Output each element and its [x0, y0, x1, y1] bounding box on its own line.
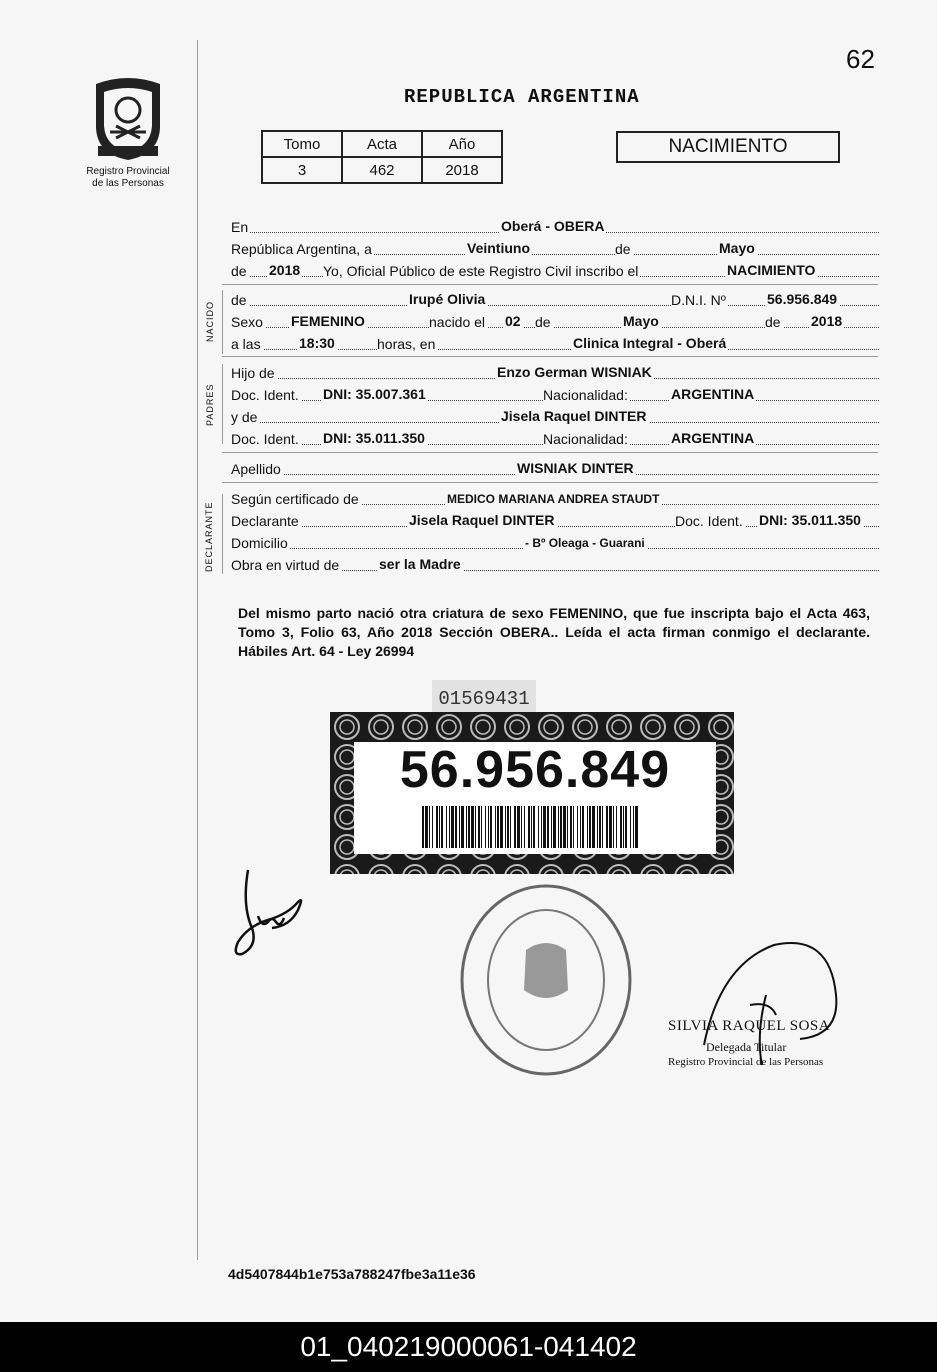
row-en: En Oberá - OBERA — [231, 216, 879, 236]
nacido-dia: 02 — [505, 313, 521, 329]
anio-header: Año — [422, 131, 502, 157]
inscripcion-mes: Mayo — [719, 240, 755, 256]
barcode-bar — [558, 806, 559, 848]
barcode-bar — [466, 806, 467, 848]
row-madre: y de Jisela Raquel DINTER — [231, 406, 879, 426]
barcode-bar — [459, 806, 460, 848]
barcode-bar — [507, 806, 509, 848]
barcode-bar — [533, 806, 535, 848]
barcode-bar — [541, 806, 542, 848]
barcode-bar — [592, 806, 595, 848]
row-madre-doc: Doc. Ident. DNI: 35.011.350 Nacionalidad: ARGENTINA — [231, 428, 879, 448]
barcode-bar — [560, 806, 562, 848]
declarante-doc: DNI: 35.011.350 — [759, 512, 861, 528]
barcode-bar — [563, 806, 566, 848]
barcode-bar — [587, 806, 588, 848]
barcode-bar — [471, 806, 474, 848]
signatory-organization: Registro Provincial de las Personas — [668, 1056, 824, 1068]
sticker-dni-number: 56.956.849 — [399, 741, 671, 799]
certificate-type-box: NACIMIENTO — [616, 131, 840, 163]
nacido-mes: Mayo — [623, 313, 659, 329]
barcode-bar — [623, 806, 624, 848]
obra-value: ser la Madre — [379, 556, 461, 572]
barcode-bar — [625, 806, 627, 848]
row-obra: Obra en virtud de ser la Madre — [231, 554, 879, 574]
signatory-role: Delegada Titular — [706, 1040, 787, 1054]
serial-number: 01569431 — [432, 680, 536, 716]
barcode-bar — [620, 806, 622, 848]
declarante-nombre: Jisela Raquel DINTER — [409, 512, 555, 528]
document-title: REPUBLICA ARGENTINA — [404, 86, 640, 108]
madre-nacionalidad: ARGENTINA — [671, 430, 755, 446]
barcode-bar — [613, 806, 614, 848]
barcode — [420, 806, 642, 848]
tomo-header: Tomo — [262, 131, 342, 157]
barcode-bar — [517, 806, 520, 848]
row-sexo: Sexo FEMENINO nacido el 02 de Mayo de 2018 — [231, 311, 879, 331]
acta-header: Acta — [342, 131, 422, 157]
lugar-en: Oberá - OBERA — [501, 218, 605, 234]
domicilio-value: - Bº Oleaga - Guarani — [525, 536, 645, 550]
barcode-bar — [630, 806, 631, 848]
barcode-bar — [490, 806, 492, 848]
barcode-bar — [425, 806, 428, 848]
barcode-bar — [597, 806, 598, 848]
barcode-bar — [521, 806, 522, 848]
barcode-bar — [599, 806, 601, 848]
nacido-anio: 2018 — [811, 313, 843, 329]
tomo-value: 3 — [262, 157, 342, 183]
barcode-bar — [577, 806, 578, 848]
barcode-bar — [446, 806, 447, 848]
padre-nacionalidad: ARGENTINA — [671, 386, 755, 402]
misiones-coat-of-arms-logo — [86, 76, 170, 162]
barcode-bar — [436, 806, 438, 848]
inscripcion-tipo: NACIMIENTO — [727, 262, 816, 278]
declarant-signature — [228, 866, 314, 966]
section-declarante-label: DECLARANTE — [204, 501, 214, 572]
barcode-bar — [461, 806, 464, 848]
barcode-bar — [497, 806, 499, 848]
barcode-bar — [468, 806, 470, 848]
barcode-bar — [495, 806, 496, 848]
barcode-bar — [528, 806, 530, 848]
row-declarante: Declarante Jisela Raquel DINTER Doc. Ident. DNI: 35.011.350 — [231, 510, 879, 530]
acta-value: 462 — [342, 157, 422, 183]
barcode-bar — [553, 806, 556, 848]
observaciones-note: Del mismo parto nació otra criatura de sexo FEMENINO, que fue inscripta bajo el Acta 463, Tomo 3, Folio 63, Año 2018 Sección OBERA.. Leída el acta firman conmigo el declarante. Hábiles Art. 64 - Ley 26994 — [238, 605, 870, 659]
barcode-bar — [422, 806, 424, 848]
row-domicilio: Domicilio - Bº Oleaga - Guarani — [231, 532, 879, 552]
registry-label: Registro Provincial de las Personas — [86, 166, 170, 189]
barcode-bar — [602, 806, 603, 848]
row-oficial: de 2018 Yo, Oficial Público de este Registro Civil inscribo el NACIMIENTO — [231, 260, 879, 280]
row-fecha: República Argentina, a Veintiuno de Mayo — [231, 238, 879, 258]
barcode-bar — [449, 806, 450, 848]
row-hora: a las 18:30 horas, en Clinica Integral - Oberá — [231, 333, 879, 353]
nacido-hora: 18:30 — [299, 335, 335, 351]
barcode-bar — [455, 806, 457, 848]
madre-nombre: Jisela Raquel DINTER — [501, 408, 647, 424]
nacido-nombre: Irupé Olivia — [409, 291, 486, 307]
apellido-value: WISNIAK DINTER — [517, 460, 634, 476]
barcode-bar — [547, 806, 549, 848]
section-padres-label: PADRES — [205, 383, 215, 426]
barcode-bar — [451, 806, 454, 848]
madre-doc: DNI: 35.011.350 — [323, 430, 425, 446]
barcode-bar — [441, 806, 443, 848]
row-padre: Hijo de Enzo German WISNIAK — [231, 362, 879, 382]
padre-doc: DNI: 35.007.361 — [323, 386, 426, 402]
barcode-bar — [570, 806, 572, 848]
row-apellido: Apellido WISNIAK DINTER — [231, 458, 879, 478]
barcode-bar — [475, 806, 476, 848]
barcode-bar — [609, 806, 612, 848]
row-certificado: Según certificado de MEDICO MARIANA ANDREA STAUDT — [231, 488, 879, 508]
barcode-bar — [633, 806, 634, 848]
barcode-bar — [429, 806, 430, 848]
barcode-bar — [481, 806, 482, 848]
barcode-bar — [582, 806, 584, 848]
padre-nombre: Enzo German WISNIAK — [497, 364, 652, 380]
certificado-value: MEDICO MARIANA ANDREA STAUDT — [447, 492, 660, 506]
row-nombre: de Irupé Olivia D.N.I. Nº 56.956.849 — [231, 289, 879, 309]
barcode-bar — [616, 806, 617, 848]
barcode-bar — [589, 806, 591, 848]
nacido-dni: 56.956.849 — [767, 291, 838, 307]
barcode-bar — [567, 806, 568, 848]
barcode-bar — [439, 806, 440, 848]
barcode-bar — [606, 806, 608, 848]
left-margin-line — [197, 40, 198, 1260]
barcode-bar — [580, 806, 581, 848]
signatory-name: SILVIA RAQUEL SOSA — [668, 1018, 831, 1034]
barcode-bar — [505, 806, 506, 848]
official-seal-stamp — [456, 880, 636, 1080]
nacido-sexo: FEMENINO — [291, 313, 365, 329]
footer-document-id: 01_040219000061-041402 — [0, 1322, 937, 1372]
barcode-bar — [531, 806, 532, 848]
inscripcion-anio: 2018 — [269, 262, 301, 278]
barcode-bar — [573, 806, 574, 848]
barcode-bar — [538, 806, 539, 848]
inscripcion-dia: Veintiuno — [467, 240, 530, 256]
document-hash: 4d5407844b1e753a788247fbe3a11e36 — [228, 1266, 476, 1282]
barcode-bar — [543, 806, 546, 848]
barcode-bar — [510, 806, 511, 848]
barcode-bar — [635, 806, 638, 848]
barcode-bar — [432, 806, 433, 848]
barcode-bar — [500, 806, 503, 848]
section-nacido-label: NACIDO — [205, 300, 215, 342]
page-number: 62 — [846, 44, 875, 74]
barcode-bar — [478, 806, 480, 848]
barcode-bar — [488, 806, 489, 848]
barcode-bar — [514, 806, 516, 848]
anio-value: 2018 — [422, 157, 502, 183]
nacido-lugar: Clinica Integral - Oberá — [573, 335, 727, 351]
barcode-bar — [485, 806, 486, 848]
barcode-bar — [524, 806, 525, 848]
tomo-acta-anio-table — [261, 130, 503, 184]
row-padre-doc: Doc. Ident. DNI: 35.007.361 Nacionalidad: ARGENTINA — [231, 384, 879, 404]
barcode-bar — [551, 806, 552, 848]
